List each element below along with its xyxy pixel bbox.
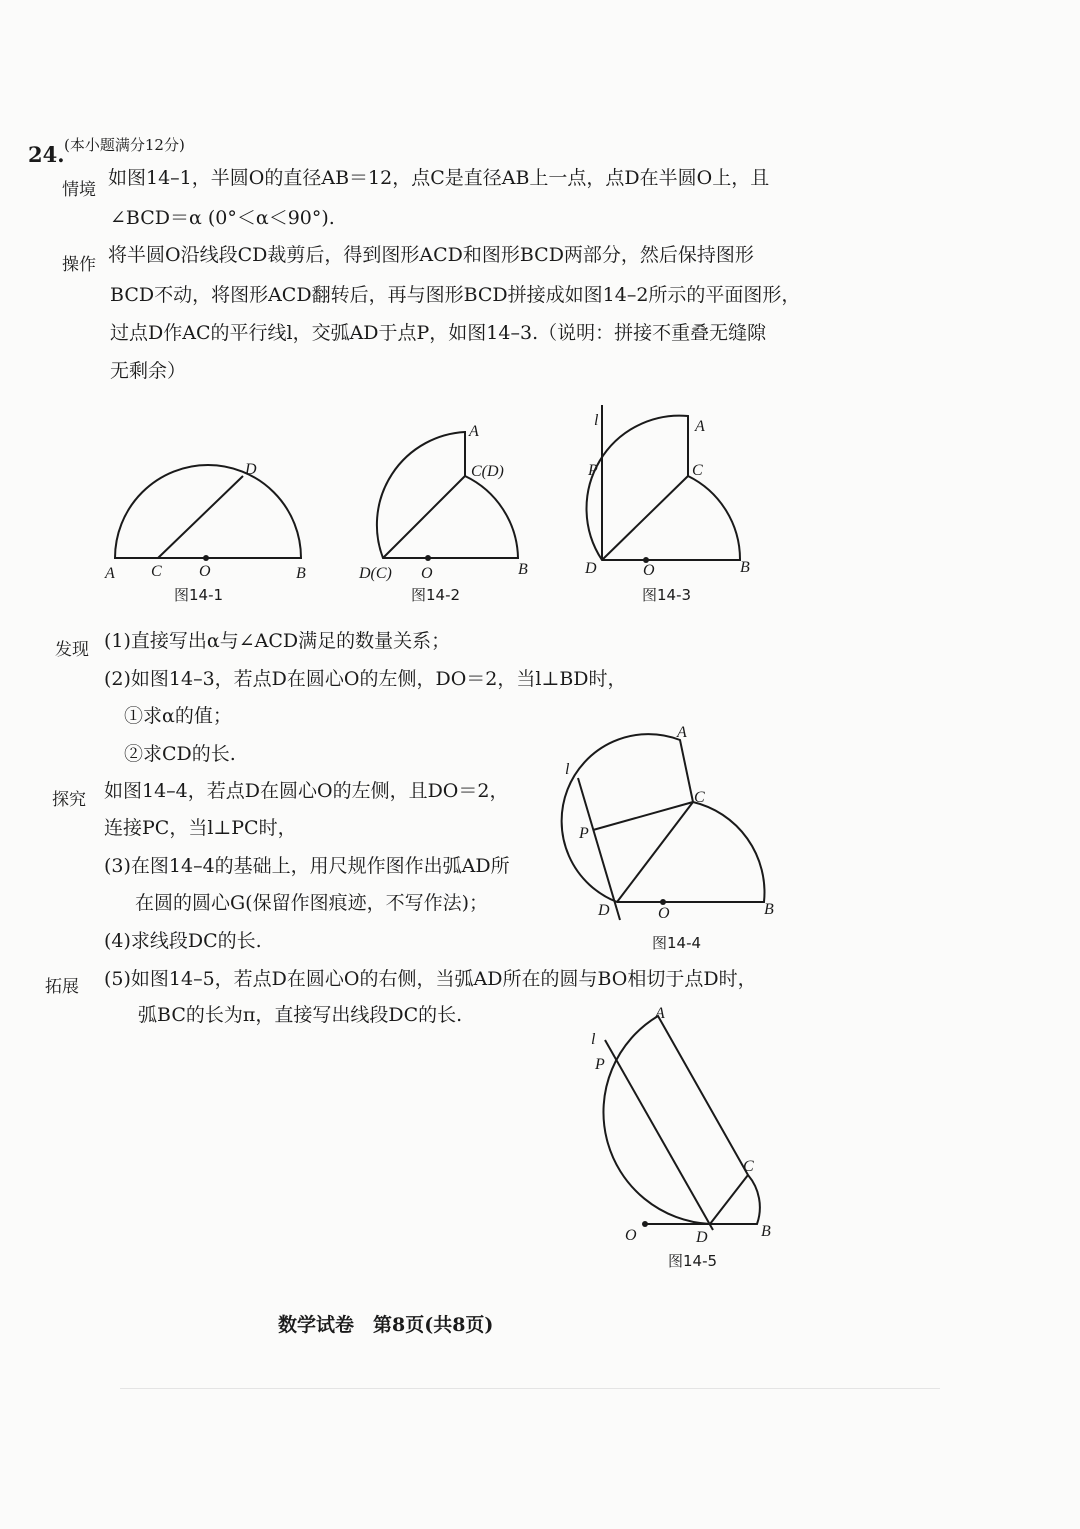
- page-bottom-rule: [120, 1388, 940, 1389]
- tag-situation: 情境: [62, 180, 96, 200]
- fig1-label-a: A: [105, 565, 115, 582]
- fig1-center-dot: [203, 555, 209, 561]
- situation-line2: ∠BCD＝α (0°＜α＜90°).: [110, 207, 335, 229]
- fig3-caption: 图14-3: [642, 586, 692, 604]
- fig4-label-c: C: [694, 789, 705, 806]
- extend-5b: 弧BC的长为π，直接写出线段DC的长.: [138, 1004, 463, 1026]
- fig1-segment-cd: [158, 476, 243, 558]
- tag-explore: 探究: [52, 790, 86, 810]
- discover-1: (1)直接写出α与∠ACD满足的数量关系；: [104, 630, 451, 652]
- fig2-label-cd: C(D): [471, 463, 504, 480]
- fig5-segment-dc: [710, 1175, 748, 1224]
- fig2-label-dc: D(C): [359, 565, 392, 582]
- operation-line1: 将半圆O沿线段CD裁剪后，得到图形ACD和图形BCD两部分，然后保持图形: [108, 244, 754, 266]
- fig5-label-d: D: [696, 1229, 708, 1246]
- extend-5a: (5)如图14–5，若点D在圆心O的右侧，当弧AD所在的圆与BO相切于点D时，: [104, 968, 757, 990]
- situation-line1: 如图14–1，半圆O的直径AB＝12，点C是直径AB上一点，点D在半圆O上，且: [108, 167, 770, 189]
- fig2-segment-dc: [383, 476, 465, 558]
- explore-3b: 在圆的圆心G(保留作图痕迹，不写作法)；: [135, 892, 489, 914]
- fig4-segment-dc: [617, 802, 693, 902]
- fig3-label-c: C: [692, 462, 703, 479]
- fig1-label-d: D: [245, 461, 257, 478]
- figure-14-2: [355, 420, 545, 610]
- explore-line2: 连接PC，当l⊥PC时，: [104, 817, 297, 839]
- explore-line1: 如图14–4，若点D在圆心O的左侧，且DO＝2，: [104, 780, 509, 802]
- fig4-label-o: O: [658, 905, 670, 922]
- fig2-label-b: B: [518, 561, 528, 578]
- fig4-label-p: P: [579, 825, 589, 842]
- fig3-label-d: D: [585, 560, 597, 577]
- question-number: 24.: [28, 142, 65, 167]
- fig4-label-a: A: [677, 724, 687, 741]
- figure-14-4: [560, 720, 790, 960]
- fig2-label-a: A: [469, 423, 479, 440]
- fig4-label-l: l: [565, 761, 570, 778]
- fig1-caption: 图14-1: [174, 586, 224, 604]
- fig4-label-b: B: [764, 901, 774, 918]
- figure-14-3: [580, 405, 760, 615]
- fig3-segment-dc: [602, 476, 688, 560]
- tag-operation: 操作: [62, 255, 96, 275]
- tag-discover: 发现: [55, 640, 89, 660]
- fig3-label-b: B: [740, 559, 750, 576]
- question-score: (本小题满分12分): [64, 136, 185, 154]
- operation-line4: 无剩余）: [110, 360, 187, 382]
- fig3-label-a: A: [695, 418, 705, 435]
- fig1-label-o: O: [199, 563, 211, 580]
- fig3-outline: [587, 416, 740, 560]
- fig4-line-l: [578, 778, 620, 920]
- tag-extend: 拓展: [45, 977, 79, 997]
- fig2-center-dot: [425, 555, 431, 561]
- fig5-outline: [603, 1016, 759, 1224]
- figure-14-5: [585, 1000, 795, 1290]
- fig5-point-o: [642, 1221, 648, 1227]
- fig3-label-o: O: [643, 562, 655, 579]
- fig3-label-l: l: [594, 412, 599, 429]
- discover-2b: ②求CD的长.: [124, 743, 236, 765]
- fig2-caption: 图14-2: [411, 586, 461, 604]
- fig1-semicircle: [115, 465, 301, 558]
- explore-4: (4)求线段DC的长.: [104, 930, 262, 952]
- fig5-label-a: A: [655, 1005, 665, 1022]
- fig5-label-l: l: [591, 1031, 596, 1048]
- fig5-label-c: C: [743, 1158, 754, 1175]
- page-footer: 数学试卷 第8页(共8页): [278, 1314, 494, 1336]
- fig2-outline: [377, 432, 518, 558]
- operation-line3: 过点D作AC的平行线l，交弧AD于点P，如图14–3.（说明：拼接不重叠无缝隙: [110, 322, 767, 344]
- fig4-segment-pc: [593, 802, 693, 830]
- fig4-label-d: D: [598, 902, 610, 919]
- operation-line2: BCD不动，将图形ACD翻转后，再与图形BCD拼接成如图14–2所示的平面图形，: [110, 284, 801, 306]
- figure-14-1: [100, 450, 320, 610]
- discover-2: (2)如图14–3，若点D在圆心O的左侧，DO＝2，当l⊥BD时，: [104, 668, 627, 690]
- fig1-label-b: B: [296, 565, 306, 582]
- fig5-caption: 图14-5: [668, 1252, 718, 1270]
- fig5-label-p: P: [595, 1056, 605, 1073]
- explore-3a: (3)在图14–4的基础上，用尺规作图作出弧AD所: [104, 855, 510, 877]
- fig1-label-c: C: [151, 563, 162, 580]
- discover-2a: ①求α的值；: [124, 705, 232, 727]
- fig4-outline: [562, 734, 765, 902]
- fig5-label-b: B: [761, 1223, 771, 1240]
- fig2-label-o: O: [421, 565, 433, 582]
- fig5-line-l: [605, 1040, 713, 1230]
- fig5-label-o: O: [625, 1227, 637, 1244]
- fig3-label-p: P: [588, 462, 598, 479]
- fig4-caption: 图14-4: [652, 934, 702, 952]
